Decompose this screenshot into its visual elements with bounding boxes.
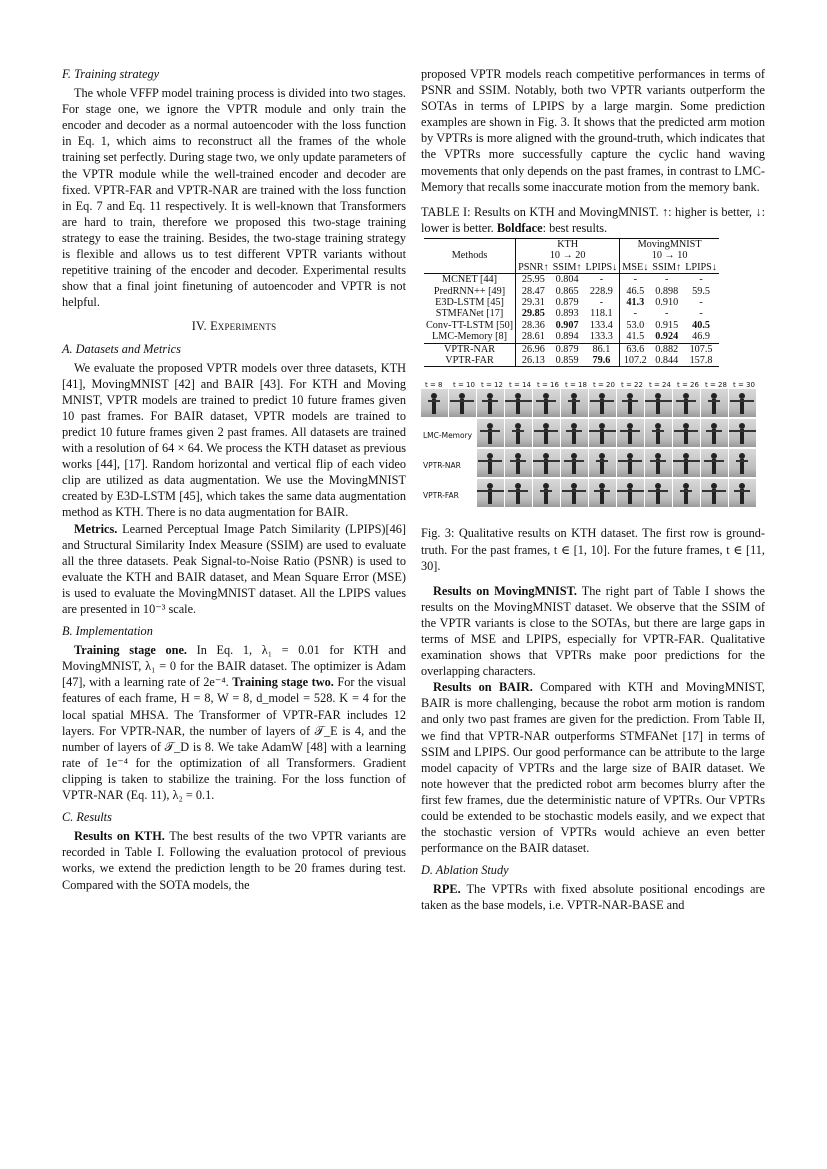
person-arms-shape [729, 430, 756, 432]
table-cell: - [665, 274, 669, 286]
person-arms-shape [730, 400, 754, 402]
person-arms-shape [505, 400, 532, 402]
person-arms-shape [622, 400, 638, 402]
video-frame [701, 449, 728, 477]
video-frame [617, 449, 644, 477]
subsection-heading-implementation: B. Implementation [62, 624, 153, 639]
video-frame [673, 419, 700, 447]
video-frame [673, 449, 700, 477]
video-frame [589, 449, 616, 477]
video-frame [729, 419, 756, 447]
video-frame [729, 479, 756, 507]
video-frame [589, 419, 616, 447]
table-kth-header: KTH [516, 238, 620, 250]
metrics-label: Metrics. [74, 521, 118, 536]
table-col-header: LPIPS↓ [685, 261, 717, 273]
table-cell: - [584, 297, 620, 308]
person-arms-shape [708, 400, 720, 402]
person-arms-shape [428, 400, 440, 402]
person-arms-shape [734, 490, 750, 492]
results-kth-label: Results on KTH. [74, 829, 165, 844]
person-arms-shape [568, 400, 580, 402]
time-label: t = 30 [733, 381, 755, 390]
video-frame [533, 449, 560, 477]
left-column [62, 66, 406, 893]
subsection-heading-ablation: D. Ablation Study [421, 863, 509, 878]
video-frame [477, 449, 504, 477]
person-arms-shape [706, 430, 722, 432]
table-body [424, 274, 719, 367]
table-cell: - [665, 308, 669, 320]
section-heading-experiments [62, 318, 406, 334]
video-frame [561, 479, 588, 507]
person-arms-shape [674, 430, 698, 432]
table-method-cell: PredRNN++ [49] [424, 286, 516, 297]
person-arms-shape [450, 400, 474, 402]
time-label: t = 16 [537, 381, 559, 390]
video-frame [533, 389, 560, 417]
video-frame [477, 479, 504, 507]
table-cell: 79.6 [584, 355, 620, 367]
results-kth-text: The best results of the two VPTR variants are recorded in Table I. Following the evaluation protocol of previous works, we extend the prediction length to be 20 frames during test. Compared with the SOTA models, the [62, 829, 406, 892]
video-frame [645, 479, 672, 507]
table-cell: 63.6 [626, 343, 645, 355]
video-frame [617, 479, 644, 507]
person-arms-shape [676, 400, 696, 402]
person-arms-shape [704, 460, 724, 462]
table-cell: - [699, 308, 703, 320]
table-cell: 0.804 [555, 274, 579, 286]
time-label: t = 20 [593, 381, 615, 390]
results-table [424, 238, 719, 367]
ground-truth-row [421, 389, 765, 417]
table-cell: 41.3 [626, 296, 645, 308]
table-method-cell: STMFANet [17] [424, 308, 516, 319]
subsection-heading-results: C. Results [62, 810, 112, 825]
video-frame [673, 389, 700, 417]
table-cell: 26.96 [521, 343, 545, 355]
paragraph-datasets: We evaluate the proposed VPTR models over three datasets, KTH [41], MovingMNIST [42] and BAIR [43]. For KTH and Moving MNIST, VPTR models are trained to predict 10 future frames given 10 past frames. For BAIR dataset, VPTR models are trained to predict 10 future frames given 2 past frames. All datasets are trained with a resolution of 64 × 64. We process the KTH dataset as previous works [44], [17]. Random horizontal and vertical flip of each video clip are utilized as data augmentation. We use the MovingMNIST created by E3D-LSTM [45], which takes the same data augmentation method as KTH. There is no data augmentation for BAIR. [62, 360, 406, 520]
person-arms-shape [594, 490, 610, 492]
table-cell: 0.915 [655, 319, 679, 331]
table-caption-end: : best results. [542, 220, 608, 235]
video-frame [645, 419, 672, 447]
table-cell: 0.879 [555, 296, 579, 308]
table-cell: 26.13 [521, 355, 545, 366]
video-frame [645, 389, 672, 417]
video-frame [701, 389, 728, 417]
table-col-header: LPIPS↓ [584, 262, 620, 274]
table-method-cell: E3D-LSTM [45] [424, 297, 516, 308]
person-arms-shape [512, 430, 524, 432]
video-frame [729, 389, 756, 417]
table-cell: 46.9 [692, 331, 710, 343]
video-frame [533, 479, 560, 507]
table-cell: 118.1 [584, 308, 620, 319]
table-cell: 107.5 [689, 343, 713, 355]
paragraph-results-mm [421, 583, 765, 680]
subsection-heading-training: F. Training strategy [62, 67, 160, 81]
results-mm-text: The right part of Table I shows the results on the MovingMNIST dataset. We observe that the SSIM of the VPTR variants is close to the SOTAs, but there are large gaps in terms of MSE and LPIPS, especially for VPTR-FAR. Qualitative examination shows that VPTRs make poor predictions for the overlapping characters. [421, 583, 765, 679]
video-frame [477, 389, 504, 417]
stage-two-label: Training stage two. [232, 675, 334, 690]
person-arms-shape [620, 430, 640, 432]
row-label: LMC-Memory [423, 431, 473, 441]
video-frame [589, 479, 616, 507]
person-arms-shape [680, 490, 692, 492]
paragraph-continuation: proposed VPTR models reach competitive performances in terms of PSNR and SSIM. Notably, both two VPTR variants outperform the SOTAs in terms of LPIPS by a large margin. Some prediction examples are shown in Fig. 3. It shows that the predicted arm motion by VPTRs is more aligned with the ground-truth, which indicates that the VPTRs more successfully capture the cyclic hand waving movements that only depends on the past frames, in contrast to LMC-Memory that recalls some inaccurate motion from the memory bank. [421, 67, 765, 194]
table-cell: 0.882 [655, 343, 679, 355]
person-arms-shape [534, 430, 558, 432]
metrics-text: Learned Perceptual Image Patch Similarity (LPIPS)[46] and Structural Similarity Index Measure (SSIM) are used to evaluate all the three datasets. Peak Signal-to-Noise Ratio (PSNR) is used to evaluate the KTH and BAIR dataset, and Mean Square Error (MSE) is used to evaluate the MovingMNIST dataset. All the LPIPS values are presented in 10⁻³ scale. [62, 521, 406, 616]
table-col-header: PSNR↑ [518, 261, 549, 273]
table-col-header: MSE↓ [622, 261, 649, 273]
rpe-label: RPE. [433, 882, 461, 897]
time-label: t = 26 [677, 381, 699, 390]
video-frame [561, 419, 588, 447]
table-method-cell: LMC-Memory [8] [424, 331, 516, 343]
video-frame [505, 419, 532, 447]
time-label: t = 10 [453, 381, 475, 390]
figure-caption: Fig. 3: Qualitative results on KTH dataset. The first row is ground-truth. For the past frames, t ∈ [1, 10]. For the future frames, t ∈ [11, 30]. [421, 526, 765, 573]
video-frame [589, 389, 616, 417]
right-column [421, 66, 765, 914]
prediction-row [421, 449, 765, 477]
paragraph-metrics [62, 521, 406, 618]
time-label: t = 14 [509, 381, 531, 390]
table-row [424, 286, 719, 297]
person-arms-shape [562, 490, 586, 492]
person-arms-shape [645, 400, 672, 402]
table-cell: 29.31 [521, 296, 545, 308]
table-row [424, 331, 719, 343]
video-frame [701, 479, 728, 507]
results-bair-text: Compared with KTH and MovingMNIST, BAIR is more challenging, because the robot arm motion is random and only two past frames are given for the prediction. From Table II, we find that VPTR-NAR outperforms STMFANet [17] in terms of SSIM and LPIPS. Our good performance can be attribute to the large model capacity of VPTRs and the large size of BAIR dataset. We note however that the predicted robot arm becomes blurry after the first few frames, due the deterministic nature of VPTRs. Our VPTRs could be extended to be stochastic models easily, and we expect that the stochastic version of VPTRs would achieve an even better performance on the BAIR dataset. [421, 680, 766, 856]
video-frame [673, 479, 700, 507]
table-cell: 0.844 [655, 355, 679, 366]
paragraph-training: The whole VFFP model training process is divided into two stages. For stage one, we ignore the VPTR module and only train the encoder and decoder as a normal autoencoder with the loss function in Eq. 1, which aims to reconstruct all the frames of the whole training set perfectly. During stage two, we only update parameters of the VPTR module while the well-trained encoder and decoder are fixed. VPTR-FAR and VPTR-NAR are trained with the loss function in Eq. 7 and Eq. 11 respectively. It is well-known that Transformers are hard to train, therefore we proposed this two-stage training strategy to ease the training. Besides, the two-stage training strategy is flexible and allows us to test different VPTR variants without repetitive training of the encoder and decoder. Experimental results show that a final joint finetuning of autoencoder and VPTR is not helpful. [62, 86, 406, 310]
paragraph-rpe [421, 881, 765, 913]
video-frame [617, 419, 644, 447]
table-cell: 28.36 [521, 319, 545, 331]
person-arms-shape [652, 430, 664, 432]
paragraph-implementation [62, 642, 406, 803]
table-method-cell: VPTR-FAR [424, 355, 516, 367]
person-arms-shape [617, 490, 644, 492]
paragraph-results-kth [62, 828, 406, 892]
section-title: Experiments [210, 319, 277, 334]
video-frame [729, 449, 756, 477]
person-arms-shape [673, 460, 700, 462]
person-arms-shape [540, 490, 552, 492]
table-cell: 228.9 [584, 286, 620, 297]
table-cell: 41.5 [626, 331, 645, 343]
table-method-cell: VPTR-NAR [424, 343, 516, 355]
person-arms-shape [480, 430, 500, 432]
qualitative-figure [421, 377, 765, 517]
time-label: t = 18 [565, 381, 587, 390]
row-label: VPTR-NAR [423, 461, 461, 471]
table-row [424, 308, 719, 319]
video-frame [561, 449, 588, 477]
person-arms-shape [533, 460, 560, 462]
table-cell: 29.85 [521, 308, 545, 320]
table-cell: 46.5 [626, 285, 645, 297]
table-cell: 0.907 [555, 319, 579, 331]
person-arms-shape [564, 460, 584, 462]
person-arms-shape [702, 490, 726, 492]
table-cell: 133.3 [584, 331, 620, 343]
person-arms-shape [650, 460, 666, 462]
row-label: VPTR-FAR [423, 491, 459, 501]
video-frame [701, 419, 728, 447]
table-caption-bold: Boldface [496, 220, 543, 235]
stage-one-text: In Eq. 1, λ₁ = 0.01 for KTH and MovingMNIST, λ₁ = 0 for the BAIR dataset. The optimizer is Adam [47], with a learning rate of 2e⁻⁴. [62, 643, 407, 690]
table-mm-subheader: 10 → 10 [651, 250, 688, 262]
video-frame [505, 389, 532, 417]
table-method-cell: MCNET [44] [424, 274, 516, 286]
table-caption-text: TABLE I: Results on KTH and MovingMNIST. ↑: higher is better, ↓: lower is better. [421, 204, 765, 235]
person-arms-shape [536, 400, 556, 402]
table-cell: 86.1 [584, 343, 620, 355]
person-arms-shape [508, 490, 528, 492]
time-label: t = 22 [621, 381, 643, 390]
person-arms-shape [482, 400, 498, 402]
table-cell: 40.5 [692, 319, 710, 331]
table-col-header: SSIM↑ [552, 261, 582, 273]
table-col-header: SSIM↑ [652, 261, 682, 273]
table-cell: 0.924 [655, 331, 679, 343]
person-arms-shape [566, 430, 582, 432]
table-caption [421, 204, 765, 236]
subsection-heading-datasets: A. Datasets and Metrics [62, 341, 181, 356]
person-arms-shape [596, 460, 608, 462]
table-row [424, 297, 719, 308]
table-cell: 133.4 [584, 320, 620, 331]
rpe-text: The VPTRs with fixed absolute positional encodings are taken as the base models, i.e. VPTR-NAR-BASE and [421, 882, 765, 913]
person-arms-shape [477, 490, 504, 492]
table-mm-header: MovingMNIST [637, 238, 702, 250]
table-cell: 53.0 [626, 319, 645, 331]
table-cell: 0.893 [555, 308, 579, 320]
video-frame [561, 389, 588, 417]
table-cell: 107.2 [623, 355, 647, 366]
person-arms-shape [510, 460, 526, 462]
video-frame [449, 389, 476, 417]
table-row [424, 320, 719, 331]
table-cell: - [584, 274, 620, 286]
stage-two-text: For the visual features of each frame, H = 8, W = 8, d_model = 528. K = 4 for the local spatial MHSA. The Transformer of VPTR-FAR includes 12 layers. For VPTR-NAR, the number of layers of 𝒯_E is 4, and the number of layers of 𝒯_D is 8. We take AdamW [48] with a learning rate of 1e⁻⁴ for the optimization of all Transformers. Gradient clipping is taken to stabilize the training. For the loss function of VPTR-NAR (Eq. 11), λ₂ = 0.1. [62, 675, 406, 803]
prediction-row [421, 479, 765, 507]
table-cell: - [699, 296, 703, 308]
person-arms-shape [589, 430, 616, 432]
table-kth-subheader: 10 → 20 [516, 250, 620, 261]
table-cell: 0.865 [555, 285, 579, 297]
video-frame [617, 389, 644, 417]
table-cell: 25.95 [521, 274, 545, 286]
table-cell: 0.898 [655, 285, 679, 297]
section-number: IV. [191, 319, 207, 334]
video-frame [421, 389, 448, 417]
table-cell: 0.879 [555, 343, 579, 355]
table-cell: 0.894 [555, 331, 579, 343]
person-arms-shape [618, 460, 642, 462]
table-cell: 28.61 [521, 331, 545, 343]
table-row [424, 274, 719, 286]
time-label: t = 12 [481, 381, 503, 390]
table-method-cell: Conv-TT-LSTM [50] [424, 320, 516, 331]
video-frame [645, 449, 672, 477]
person-arms-shape [590, 400, 614, 402]
video-frame [533, 419, 560, 447]
time-label: t = 28 [705, 381, 727, 390]
table-methods-header: Methods [424, 238, 516, 273]
time-label: t = 24 [649, 381, 671, 390]
stage-one-label: Training stage one. [74, 643, 187, 658]
table-cell: 157.8 [689, 355, 713, 366]
table-row [424, 343, 719, 355]
video-frame [477, 419, 504, 447]
person-arms-shape [478, 460, 502, 462]
time-label: t = 8 [425, 381, 443, 390]
table-cell: - [633, 308, 637, 320]
video-frame [505, 479, 532, 507]
prediction-row [421, 419, 765, 447]
table-cell: - [699, 274, 703, 286]
table-cell: 59.5 [692, 285, 710, 297]
table-cell: 0.859 [555, 355, 579, 366]
person-arms-shape [736, 460, 748, 462]
table-cell: 0.910 [655, 296, 679, 308]
person-arms-shape [648, 490, 668, 492]
video-frame [505, 449, 532, 477]
table-cell: 28.47 [521, 285, 545, 297]
table-row [424, 355, 719, 367]
results-bair-label: Results on BAIR. [433, 680, 533, 695]
table-cell: - [633, 274, 637, 286]
paragraph-results-bair [421, 679, 765, 856]
results-mm-label: Results on MovingMNIST. [433, 583, 577, 598]
